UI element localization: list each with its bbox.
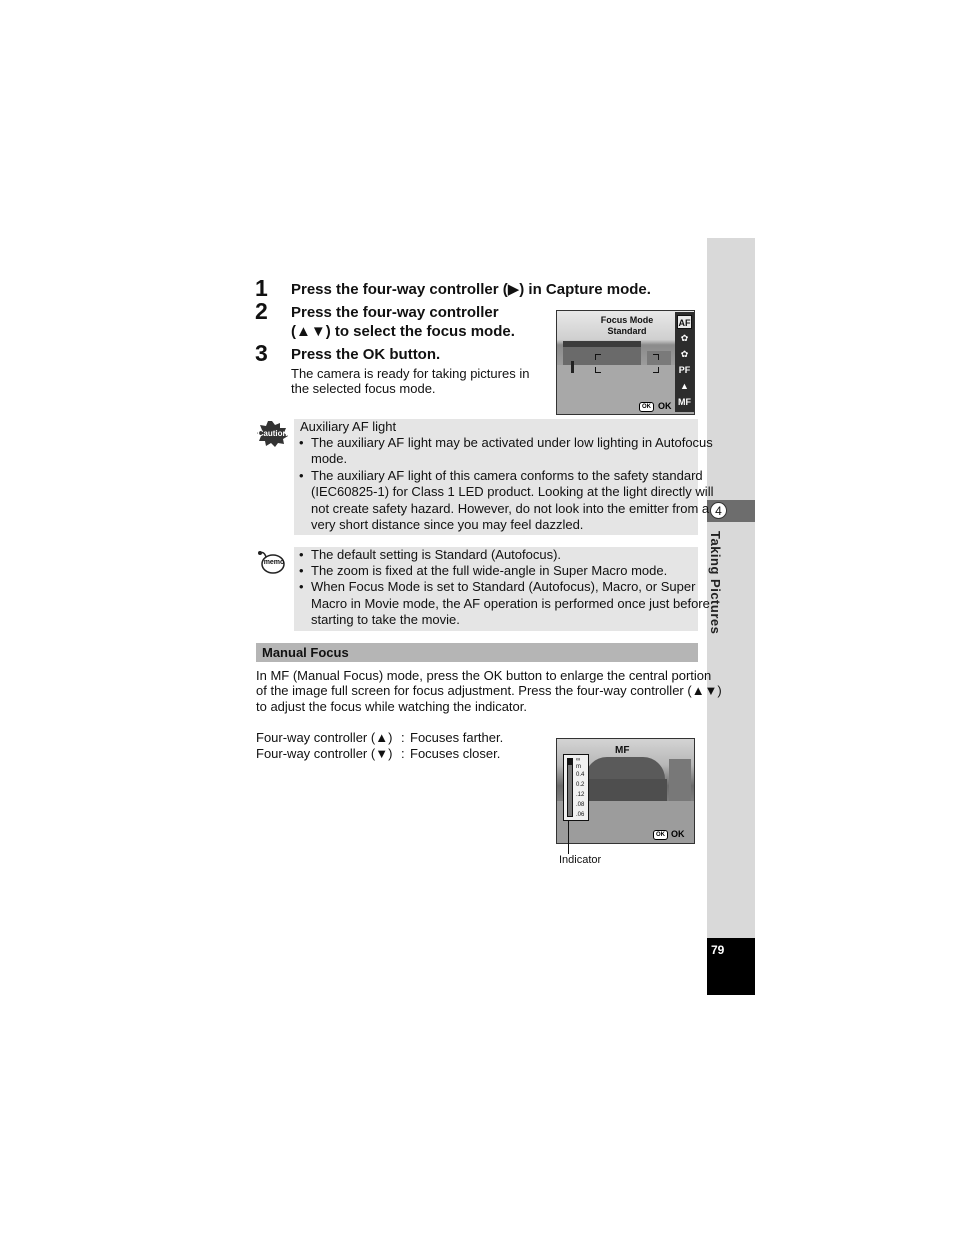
af-frame-corner-icon	[595, 367, 601, 373]
caution-bullet-2-line2: (IEC60825-1) for Class 1 LED product. Looking at the light directly will	[311, 484, 714, 499]
control-up-value: Focuses farther.	[410, 730, 504, 745]
chapter-title: Taking Pictures	[708, 531, 723, 635]
caution-bullet-1-line1: The auxiliary AF light may be activated under low lighting in Autofocus	[311, 435, 713, 450]
focus-indicator-bar	[567, 758, 573, 817]
indicator-caption: Indicator	[559, 854, 602, 866]
indicator-leader-line	[568, 820, 569, 854]
memo-icon	[256, 549, 286, 575]
scale-.08: .08	[576, 802, 585, 808]
memo-bullet-2: The zoom is fixed at the full wide-angle in Super Macro mode.	[311, 563, 668, 578]
step-1-text: Press the four-way controller (▶) in Capture mode.	[291, 281, 651, 298]
caution-bullet-2-line4: very short distance since you may feel dazzled.	[311, 517, 584, 532]
mf-para-line2: of the image full screen for focus adjustment. Press the four-way controller (▲▼)	[256, 683, 722, 698]
step-3-desc-line2: the selected focus mode.	[291, 381, 436, 396]
mf-para-line1: In MF (Manual Focus) mode, press the OK button to enlarge the central portion	[256, 668, 712, 683]
focus-indicator	[563, 754, 589, 821]
bullet-dot: •	[299, 547, 304, 562]
scale-0.2: 0.2	[576, 782, 585, 788]
caution-icon-label: Caution	[257, 429, 288, 438]
bullet-dot: •	[299, 579, 304, 594]
scale-.06: .06	[576, 812, 585, 818]
control-down-value: Focuses closer.	[410, 746, 501, 761]
memo-bullet-3-line3: starting to take the movie.	[311, 612, 460, 627]
super-macro-icon: ✿	[680, 349, 689, 359]
caution-bullet-1-line2: mode.	[311, 451, 348, 466]
caution-heading: Auxiliary AF light	[300, 419, 397, 434]
af-icon: AF	[677, 315, 692, 329]
bullet-dot: •	[299, 435, 304, 450]
memo-bullet-3-line1: When Focus Mode is set to Standard (Autofocus), Macro, or Super	[311, 579, 696, 594]
step-3-desc-line1: The camera is ready for taking pictures in	[291, 366, 530, 381]
focus-indicator-knob	[567, 758, 573, 765]
step-2-number: 2	[255, 298, 268, 324]
af-frame-corner-icon	[653, 367, 659, 373]
memo-bullet-1: The default setting is Standard (Autofocus).	[311, 547, 562, 562]
page-number: 79	[711, 943, 725, 957]
memo-bullet-3-line2: Macro in Movie mode, the AF operation is performed once just before	[311, 596, 710, 611]
step-2-text-line2: (▲▼) to select the focus mode.	[291, 323, 515, 340]
step-2-text-line1: Press the four-way controller	[291, 304, 499, 321]
ok-button-icon: OK	[653, 830, 668, 840]
chapter-number: 4	[710, 502, 727, 519]
manual-focus-icon: MF	[678, 397, 691, 407]
control-up-key: Four-way controller (▲)	[256, 730, 393, 745]
step-3-text: Press the OK button.	[291, 346, 441, 363]
focus-mode-title: Focus Mode	[600, 315, 654, 325]
camera-screen-manual-focus	[556, 738, 695, 844]
caution-icon	[256, 420, 289, 448]
memo-icon-label: memo	[263, 559, 285, 566]
af-frame-corner-icon	[653, 354, 659, 360]
step-1-number: 1	[255, 275, 268, 301]
control-down-sep: :	[401, 746, 405, 761]
camera-screen-focus-mode	[556, 310, 695, 415]
bullet-dot: •	[299, 468, 304, 483]
caution-bullet-2-line3: not create safety hazard. However, do not look into the emitter from a	[311, 501, 710, 516]
caution-bullet-2-line1: The auxiliary AF light of this camera conforms to the safety standard	[311, 468, 703, 483]
scale-infinity: ∞	[576, 757, 581, 763]
ok-label: OK	[658, 401, 672, 411]
mf-para-line3: to adjust the focus while watching the indicator.	[256, 699, 527, 714]
macro-icon: ✿	[680, 333, 689, 343]
scale-0.4: 0.4	[576, 772, 585, 778]
ok-button-icon: OK	[639, 402, 654, 412]
focus-mode-value: Standard	[607, 326, 647, 336]
ok-label: OK	[671, 829, 685, 839]
mf-mode-label: MF	[615, 745, 630, 756]
scale-.12: .12	[576, 792, 585, 798]
step-3-number: 3	[255, 340, 268, 366]
bullet-dot: •	[299, 563, 304, 578]
scale-unit: m	[576, 764, 581, 770]
section-title: Manual Focus	[262, 645, 349, 660]
af-frame-corner-icon	[595, 354, 601, 360]
control-up-sep: :	[401, 730, 405, 745]
control-down-key: Four-way controller (▼)	[256, 746, 393, 761]
pan-focus-icon: PF	[678, 365, 691, 375]
infinity-landscape-icon: ▲	[680, 381, 689, 391]
